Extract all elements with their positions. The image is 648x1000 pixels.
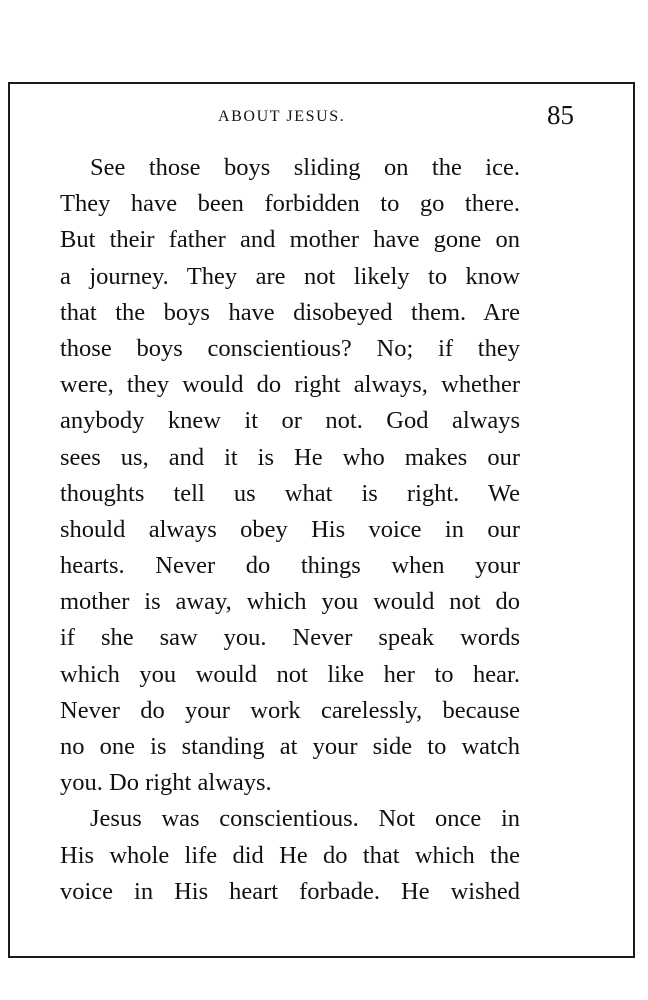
- text-line: mother is away, which you would not do: [60, 588, 520, 616]
- text-line: no one is standing at your side to watch: [60, 733, 520, 760]
- text-line: But their father and mother have gone on: [60, 226, 520, 254]
- running-title: ABOUT JESUS.: [218, 108, 346, 125]
- text-line: hearts. Never do things when your: [60, 552, 520, 580]
- text-line: thoughts tell us what is right. We: [60, 479, 520, 507]
- text-line: Jesus was conscientious. Not once in: [90, 805, 520, 833]
- text-line: a journey. They are not likely to know: [60, 262, 520, 290]
- text-line: sees us, and it is He who makes our: [60, 443, 520, 471]
- text-line: you. Do right always.: [60, 769, 272, 797]
- text-line: voice in His heart forbade. He wished: [60, 877, 520, 905]
- running-header: [60, 100, 574, 136]
- text-line: Never do your work carelessly, because: [60, 696, 520, 724]
- body-text: [60, 150, 520, 910]
- text-line: anybody knew it or not. God always: [60, 407, 520, 435]
- text-line: that the boys have disobeyed them. Are: [60, 298, 520, 326]
- text-line: were, they would do right always, whether: [60, 371, 520, 399]
- text-line: those boys conscientious? No; if they: [60, 334, 520, 362]
- page-number: 85: [547, 100, 574, 130]
- text-line: See those boys sliding on the ice.: [90, 154, 520, 181]
- text-line: should always obey His voice in our: [60, 515, 520, 543]
- text-line: His whole life did He do that which the: [60, 841, 520, 869]
- text-line: They have been forbidden to go there.: [60, 190, 520, 218]
- text-line: if she saw you. Never speak words: [60, 624, 520, 652]
- text-line: which you would not like her to hear.: [60, 660, 520, 688]
